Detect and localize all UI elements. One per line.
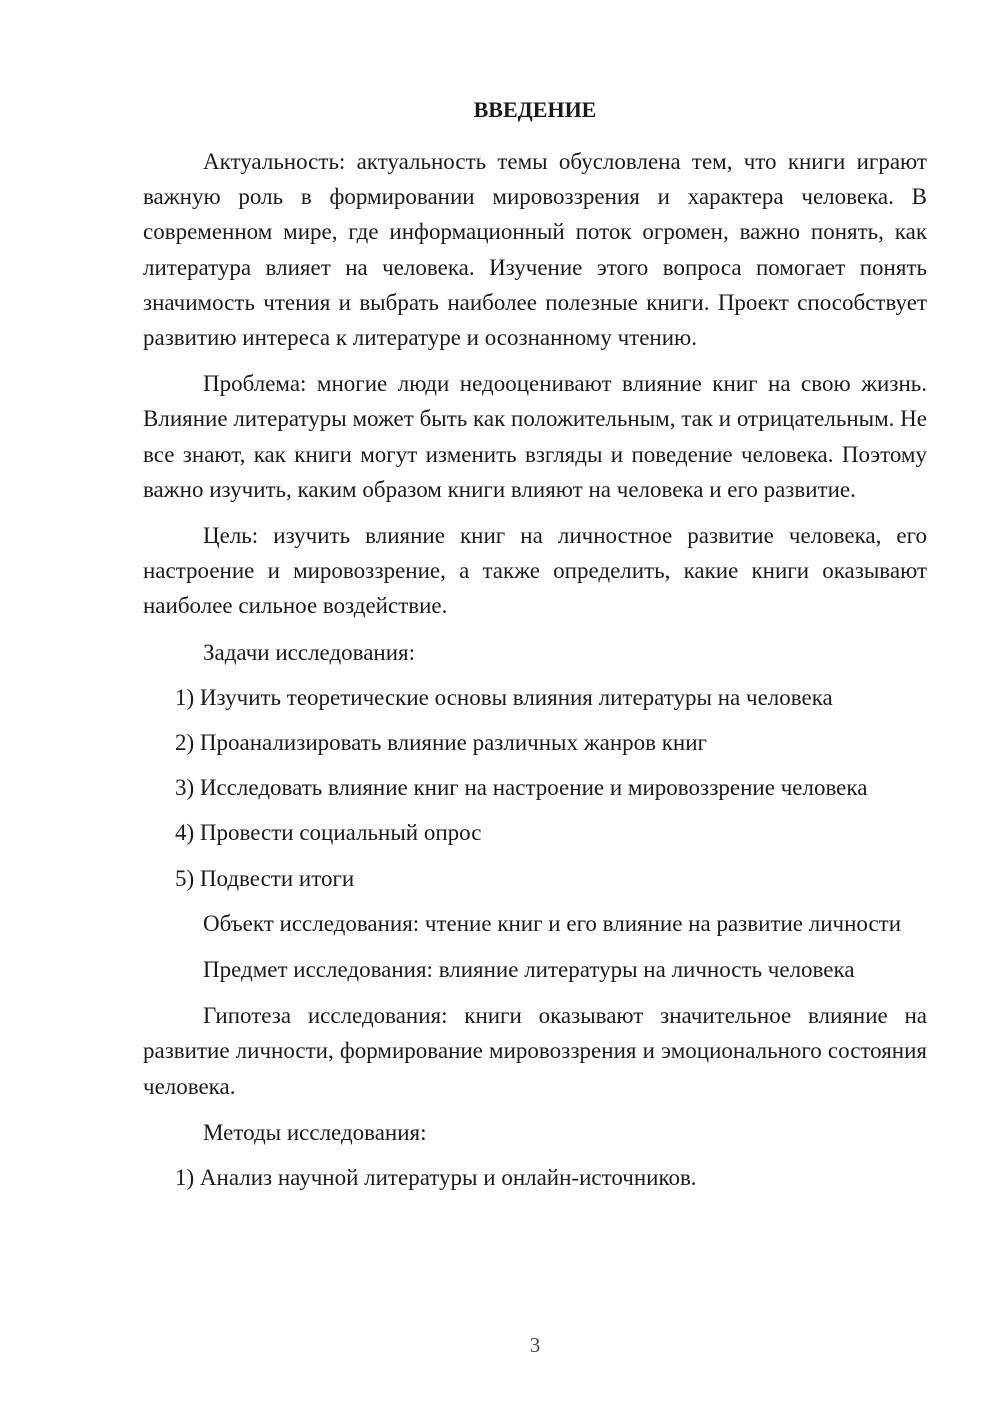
list-item: 5) Подвести итоги xyxy=(175,865,355,891)
hypothesis-paragraph: Гипотеза исследования: книги оказывают значительное влияние на развитие личности, формирование мировоззрения и эмоционального состояния человека. xyxy=(143,1003,927,1099)
page-number: 3 xyxy=(529,1333,541,1357)
list-item: 2) Проанализировать влияние различных жанров книг xyxy=(175,730,707,756)
page-title: ВВЕДЕНИЕ xyxy=(473,97,597,122)
problem-paragraph: Проблема: многие люди недооценивают влияние книг на свою жизнь. Влияние литературы может быть как положительным, так и отрицательным. Не все знают, как книги могут изменить взгляды и поведение человека. Поэтому важно изучить, каким образом книги влияют на человека и его развитие. xyxy=(143,371,927,502)
methods-heading: Методы исследования: xyxy=(203,1119,427,1145)
page-content xyxy=(143,92,927,1205)
subject-paragraph: Предмет исследования: влияние литературы на личность человека xyxy=(203,957,855,983)
list-item: 3) Исследовать влияние книг на настроение и мировоззрение человека xyxy=(175,775,868,801)
object-paragraph: Объект исследования: чтение книг и его влияние на развитие личности xyxy=(203,910,902,936)
tasks-heading: Задачи исследования: xyxy=(203,639,416,665)
goal-paragraph: Цель: изучить влияние книг на личностное развитие человека, его настроение и мировоззрение, а также определить, какие книги оказывают наиболее сильное воздействие. xyxy=(143,523,927,619)
list-item: 1) Изучить теоретические основы влияния литературы на человека xyxy=(175,684,833,710)
list-item: 1) Анализ научной литературы и онлайн-источников. xyxy=(175,1165,697,1191)
list-item: 4) Провести социальный опрос xyxy=(175,820,482,846)
methods-list xyxy=(143,1160,927,1195)
relevance-paragraph: Актуальность: актуальность темы обусловлена тем, что книги играют важную роль в формировании мировоззрения и характера человека. В современном мире, где информационный поток огромен, важно понять, как литература влияет на человека. Изучение этого вопроса помогает понять значимость чтения и выбрать наиболее полезные книги. Проект способствует развитию интереса к литературе и осознанному чтению. xyxy=(143,149,927,351)
tasks-list xyxy=(143,680,927,896)
